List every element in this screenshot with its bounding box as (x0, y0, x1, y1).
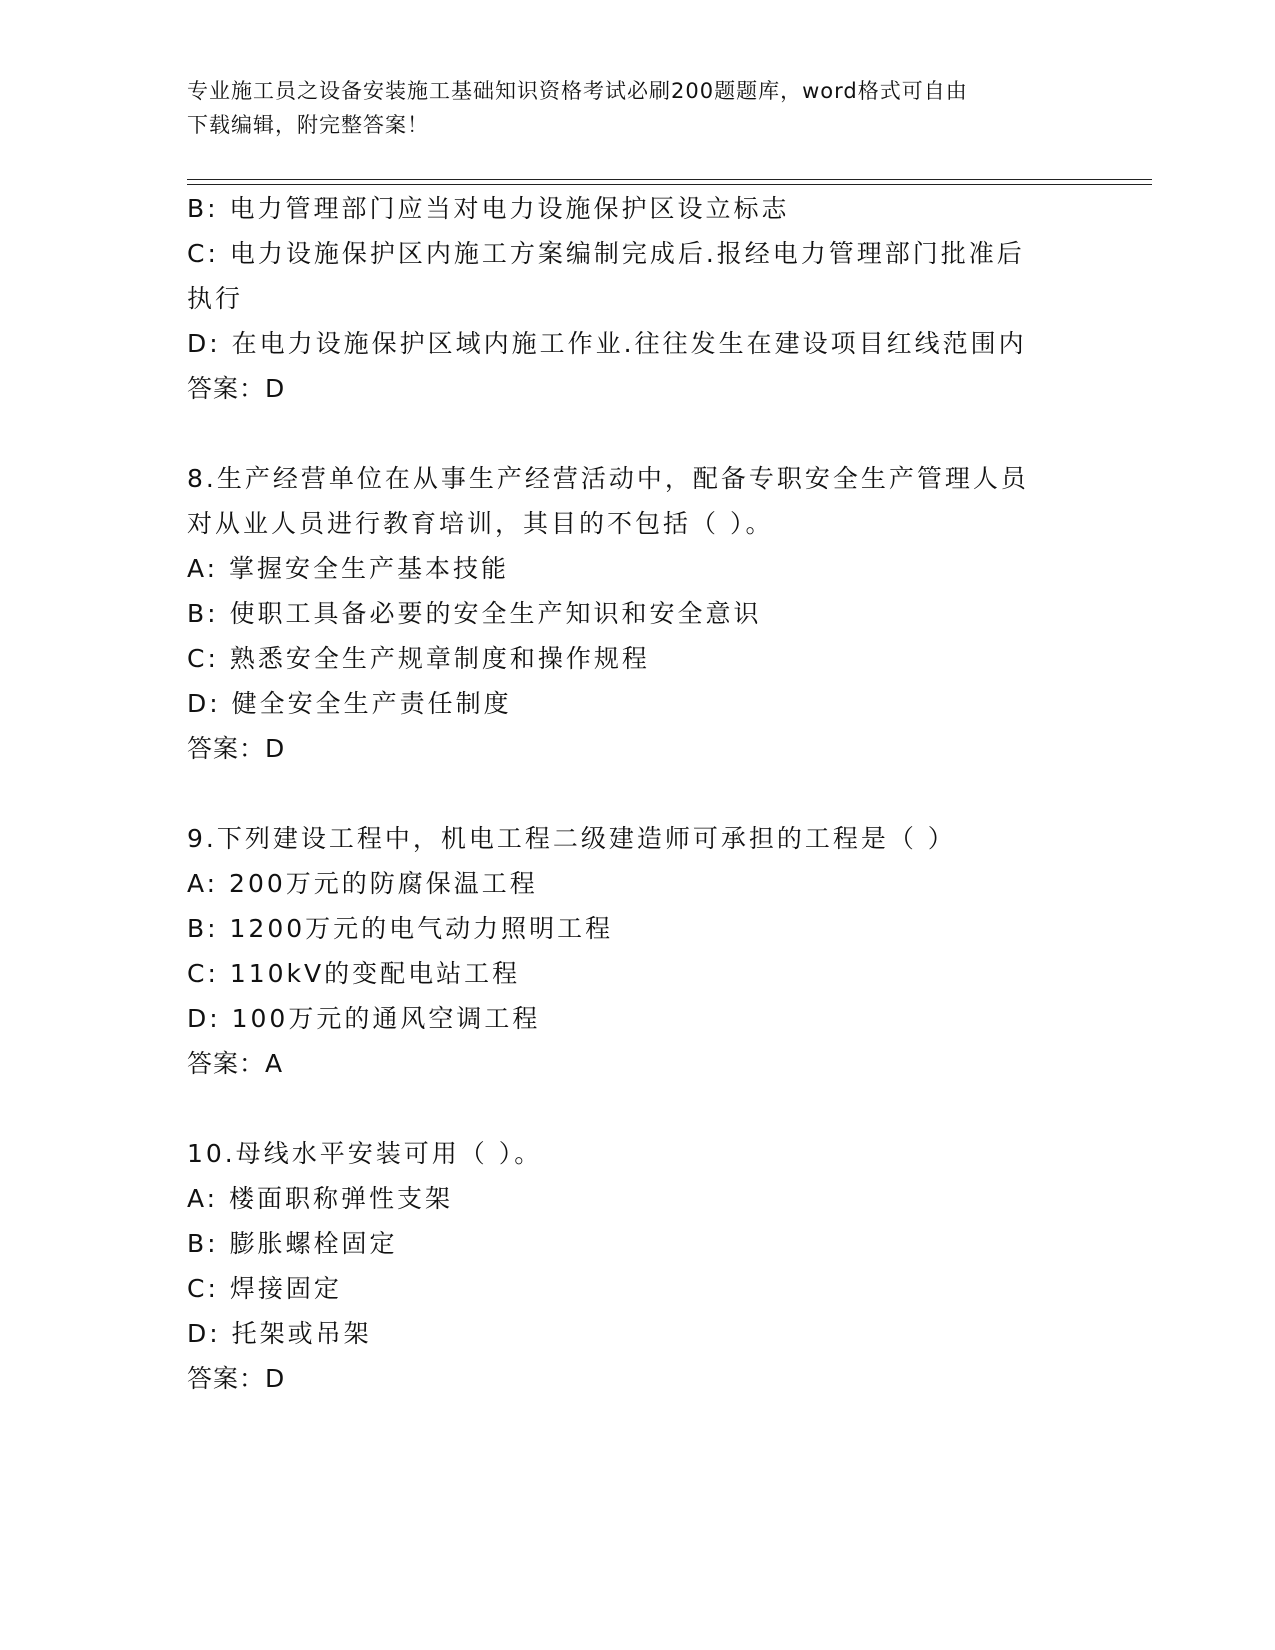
header-title-line-1: 专业施工员之设备安装施工基础知识资格考试必刷200题题库，word格式可自由 (187, 79, 968, 103)
q8-stem-line-2: 对从业人员进行教育培训，其目的不包括（ ）。 (187, 509, 774, 538)
q8-answer: 答案：D (187, 734, 286, 763)
q10-option-b: B: 膨胀螺栓固定 (187, 1229, 398, 1258)
q9-option-c: C: 110kV的变配电站工程 (187, 959, 521, 988)
question-9-block (187, 816, 1067, 1086)
question-8-block (187, 456, 1067, 771)
q9-answer: 答案：A (187, 1049, 284, 1078)
question-10-block (187, 1131, 1067, 1401)
q10-option-c: C: 焊接固定 (187, 1274, 342, 1303)
header-divider-bottom (187, 184, 1152, 185)
q8-option-c: C: 熟悉安全生产规章制度和操作规程 (187, 644, 650, 673)
q9-stem: 9.下列建设工程中，机电工程二级建造师可承担的工程是（ ） (187, 824, 956, 853)
header-title-line-2: 下载编辑，附完整答案！ (187, 113, 429, 137)
q10-option-a: A: 楼面职称弹性支架 (187, 1184, 454, 1213)
question-7-block (187, 186, 1067, 411)
spacer (187, 1086, 1067, 1131)
q9-option-d: D: 100万元的通风空调工程 (187, 1004, 541, 1033)
q9-option-b: B: 1200万元的电气动力照明工程 (187, 914, 614, 943)
q7-answer: 答案：D (187, 374, 286, 403)
spacer (187, 411, 1067, 456)
header-divider-top (187, 179, 1152, 180)
q7-option-d: D: 在电力设施保护区域内施工作业.往往发生在建设项目红线范围内 (187, 329, 1027, 358)
q8-stem-line-1: 8.生产经营单位在从事生产经营活动中，配备专职安全生产管理人员 (187, 464, 1029, 493)
question-content (187, 186, 1067, 1401)
spacer (187, 771, 1067, 816)
q8-option-d: D: 健全安全生产责任制度 (187, 689, 512, 718)
q7-option-c-continued: 执行 (187, 284, 244, 313)
q7-option-b: B: 电力管理部门应当对电力设施保护区设立标志 (187, 194, 790, 223)
q8-option-b: B: 使职工具备必要的安全生产知识和安全意识 (187, 599, 762, 628)
q9-option-a: A: 200万元的防腐保温工程 (187, 869, 538, 898)
q10-answer: 答案：D (187, 1364, 286, 1393)
q10-option-d: D: 托架或吊架 (187, 1319, 372, 1348)
q8-option-a: A: 掌握安全生产基本技能 (187, 554, 510, 583)
q7-option-c: C: 电力设施保护区内施工方案编制完成后.报经电力管理部门批准后 (187, 239, 1025, 268)
document-header (187, 74, 1087, 142)
q10-stem: 10.母线水平安装可用（ ）。 (187, 1139, 543, 1168)
